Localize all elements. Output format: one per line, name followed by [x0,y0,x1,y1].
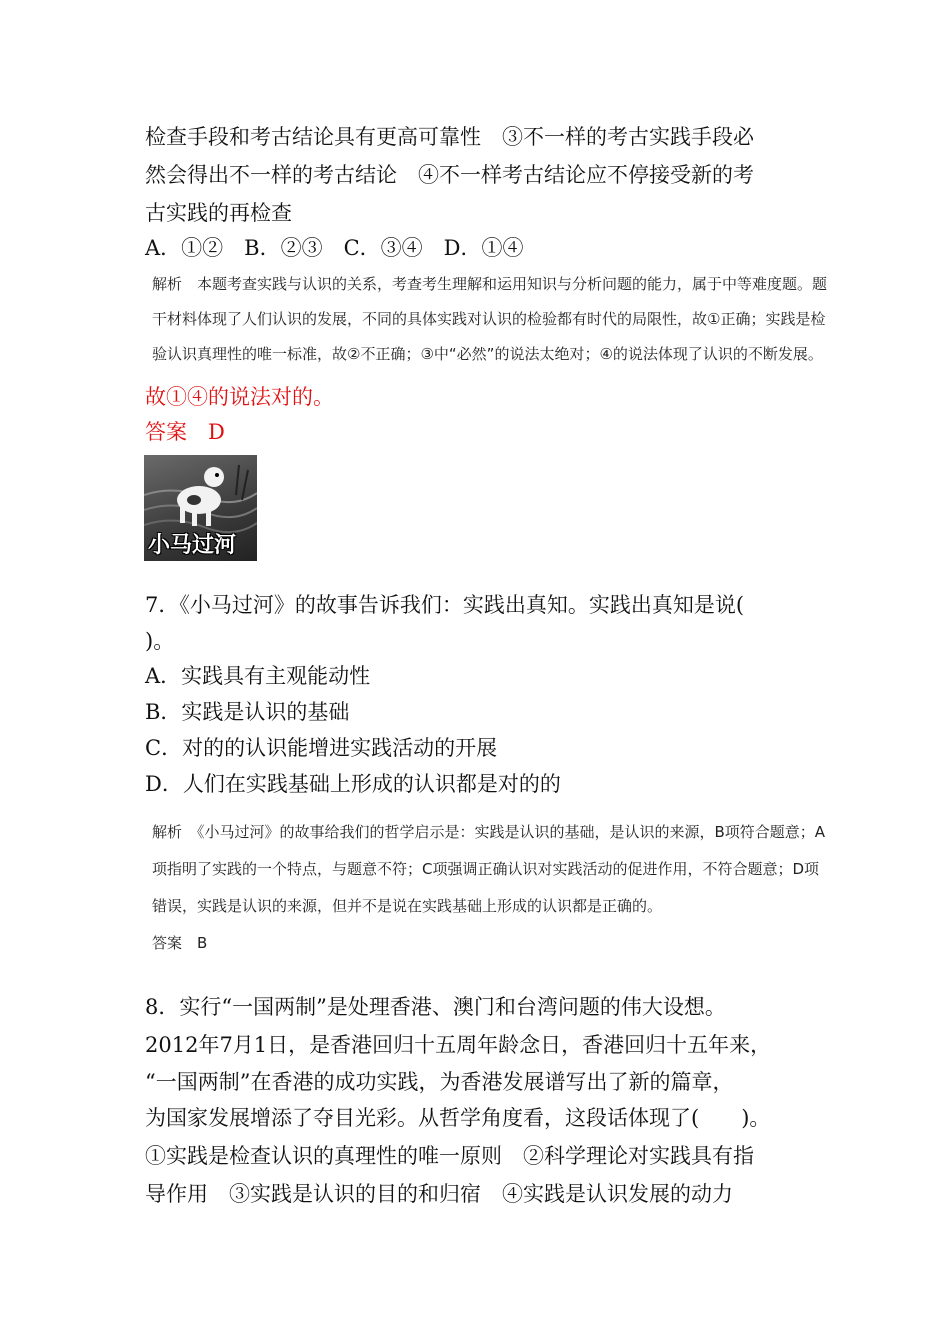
q8-line-2: 2012年7月1日，是香港回归十五周年龄念日，香港回归十五年来， [145,1033,772,1057]
q8-line-3: “一国两制”在香港的成功实践，为香港发展谱写出了新的篇章， [145,1070,734,1094]
q7-option-d: D．人们在实践基础上形成的认识都是对的的 [145,772,561,796]
q6-answer: 答案 D [145,420,225,444]
q8-line-6: 导作用 ③实践是认识的目的和归宿 ④实践是认识发展的动力 [145,1182,733,1206]
q6-continued-line-1: 检查手段和考古结论具有更高可靠性 ③不一样的考古实践手段必 [145,125,754,149]
q8-line-1: 8．实行“一国两制”是处理香港、澳门和台湾问题的伟大设想。 [145,995,726,1019]
q7-analysis-line-3: 错误，实践是认识的来源，但并不是说在实践基础上形成的认识都是正确的。 [152,897,663,915]
q7-stem-line-1: 7．《小马过河》的故事告诉我们：实践出真知。实践出真知是说( [145,593,745,617]
q6-conclusion: 故①④的说法对的。 [145,385,334,409]
q6-analysis-line-1: 解析 本题考查实践与认识的关系，考查考生理解和运用知识与分析问题的能力，属于中等难度题。题 [152,275,828,293]
q7-option-c: C．对的的认识能增进实践活动的开展 [145,736,498,760]
q6-continued-line-2: 然会得出不一样的考古结论 ④不一样考古结论应不停接受新的考 [145,163,754,187]
q7-stem-line-2: )。 [145,629,175,653]
q7-analysis-line-2: 项指明了实践的一个特点，与题意不符；C项强调正确认识对实践活动的促进作用，不符合题意；D项 [152,860,820,878]
q6-analysis-line-3: 验认识真理性的唯一标准，故②不正确；③中“必然”的说法太绝对；④的说法体现了认识的不断发展。 [152,345,823,363]
q8-line-5: ①实践是检查认识的真理性的唯一原则 ②科学理论对实践具有指 [145,1144,754,1168]
q7-answer: 答案 B [152,934,208,952]
q6-options: A．①② B．②③ C．③④ D．①④ [145,236,524,260]
q6-analysis-line-2: 干材料体现了人们认识的发展，不同的具体实践对认识的检验都有时代的局限性，故①正确；实践是检 [152,310,826,328]
little-horse-crossing-river-image [144,455,257,561]
q7-option-b: B．实践是认识的基础 [145,700,350,724]
q7-option-a: A．实践具有主观能动性 [145,664,371,688]
image-caption: 小马过河 [148,533,237,558]
q7-analysis-line-1: 解析 《小马过河》的故事给我们的哲学启示是：实践是认识的基础，是认识的来源，B项符合题意；A [152,823,826,841]
q6-continued-line-3: 古实践的再检查 [145,201,292,225]
q8-line-4: 为国家发展增添了夺目光彩。从哲学角度看，这段话体现了( )。 [145,1106,771,1130]
